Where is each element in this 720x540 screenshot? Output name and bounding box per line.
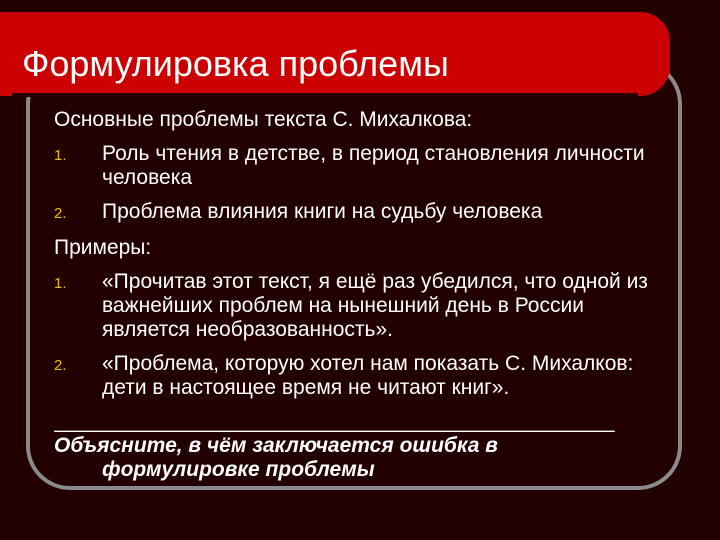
intro-line: Основные проблемы текста С. Михалкова: <box>54 108 473 131</box>
list-number: 1. <box>54 147 67 164</box>
problem-text: Проблема влияния книги на судьбу человека <box>102 200 543 223</box>
problem-item <box>54 200 654 226</box>
title-underline <box>12 93 638 97</box>
list-number: 1. <box>54 275 67 292</box>
problem-text: Роль чтения в детстве, в период становления личности человека <box>102 142 645 189</box>
example-item <box>54 270 654 342</box>
title-band <box>0 12 670 96</box>
example-item <box>54 352 654 400</box>
question-text: Объясните, в чём заключается ошибка в формулировке проблемы <box>54 434 498 481</box>
slide-title: Формулировка проблемы <box>22 43 449 84</box>
list-number: 2. <box>54 357 67 374</box>
example-text: «Прочитав этот текст, я ещё раз убедился, что одной из важнейших проблем на нынешний день в России является необразованность». <box>102 270 648 341</box>
problem-item <box>54 142 654 190</box>
separator-line: ________________________________________________ <box>54 410 615 433</box>
list-number: 2. <box>54 205 67 222</box>
examples-heading: Примеры: <box>54 236 152 259</box>
example-text: «Проблема, которую хотел нам показать С. Михалков: дети в настоящее время не читают книг». <box>102 352 634 399</box>
slide-body <box>54 108 654 482</box>
